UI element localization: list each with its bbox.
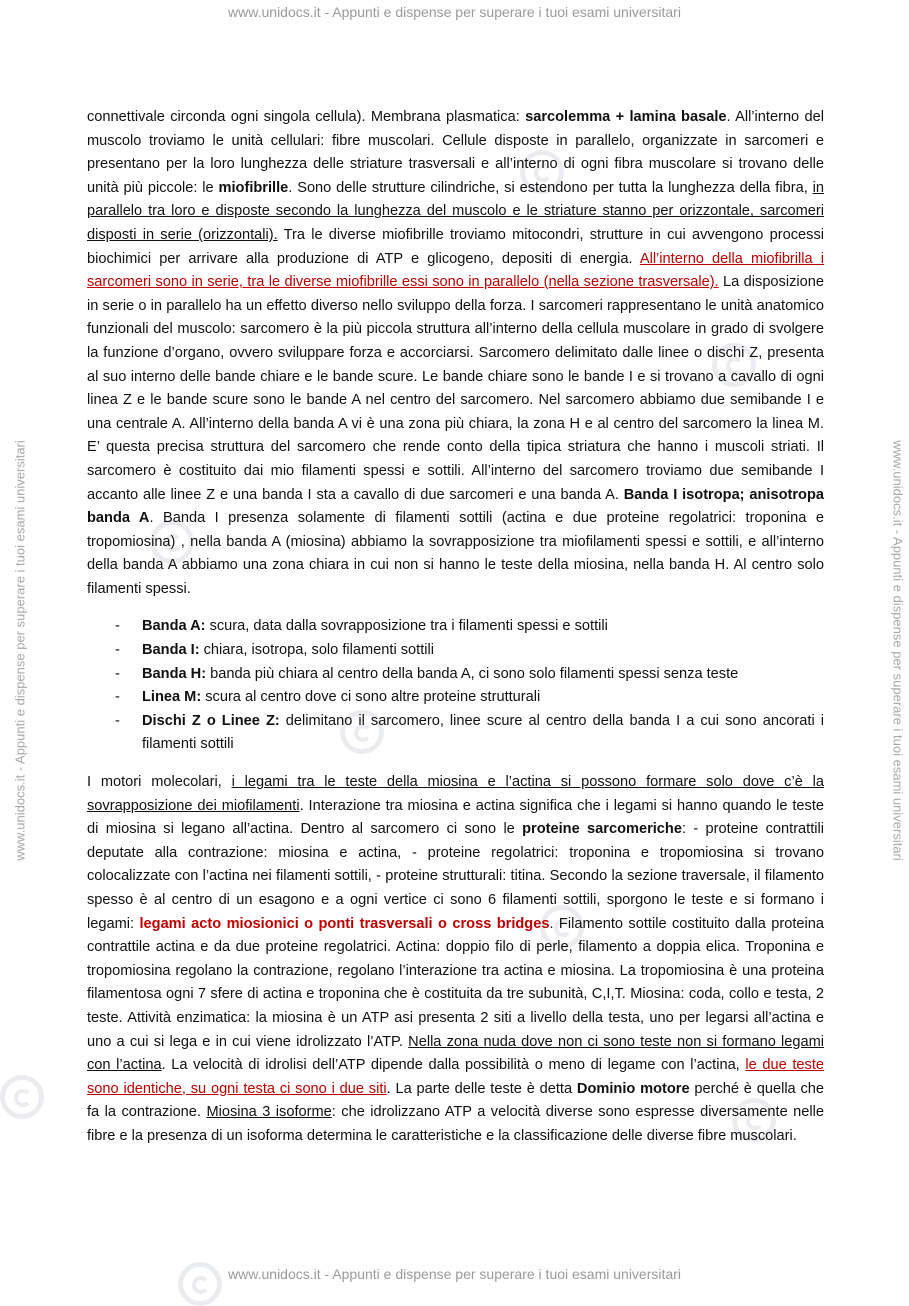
text-run: perché è quella che fa la contrazione. (87, 1080, 825, 1121)
list-term: Banda A: (142, 618, 206, 635)
list-item (87, 615, 824, 639)
list-item (87, 686, 824, 710)
band-list (87, 615, 824, 757)
paragraph-sarcomere (87, 106, 824, 601)
document-body (87, 106, 824, 1149)
watermark-logo-icon (0, 1075, 44, 1119)
list-item (87, 639, 824, 663)
text-run: . Interazione tra miosina e actina significa che i legami si hanno quando le teste di miosina si legano all’actina. Dentro al sarcomero ci sono le (87, 797, 824, 838)
text-run: connettivale circonda ogni singola cellula). Membrana plasmatica: (87, 109, 526, 125)
bold-term: miofibrille (218, 179, 289, 196)
text-run: I motori molecolari, (87, 774, 232, 791)
list-desc: chiara, isotropa, solo filamenti sottili (199, 642, 434, 659)
bold-term: Dominio motore (576, 1080, 690, 1097)
watermark-side-left: www.unidocs.it - Appunti e dispense per superare i tuoi esami universitari (12, 440, 28, 861)
list-item (87, 663, 824, 687)
underlined-text: Nella zona nuda dove non ci sono teste non si formano legami con l’actina (87, 1033, 825, 1074)
list-term: Linea M: (142, 689, 202, 706)
list-item (87, 710, 824, 757)
highlighted-red-text: All’interno della miofibrilla i sarcomeri sono in serie, tra le diverse miofibrille essi sono in parallelo (nella sezione trasversale). (87, 250, 824, 291)
text-run: Tra le diverse miofibrille troviamo mitocondri, strutture in cui avvengono processi biochimici per arrivare alla produzione di ATP e glicogeno, depositi di energia. (87, 226, 824, 267)
list-desc: scura al centro dove ci sono altre proteine strutturali (201, 689, 541, 706)
list-desc: scura, data dalla sovrapposizione tra i filamenti spessi e sottili (205, 618, 608, 635)
text-run: : che idrolizzano ATP a velocità diverse sono espresse diversamente nelle fibre e la presenza di un isoforma determina le caratteristiche e la classificazione delle diverse fibre muscolari. (87, 1104, 824, 1144)
text-run: . All’interno del muscolo troviamo le unità cellulari: fibre muscolari. Cellule disposte in parallelo, organizzate in sarcomeri e presentano per la loro lunghezza delle striature trasversali e all’interno di ogni fibra muscolare si trovano delle unità più piccole: le (87, 109, 824, 196)
text-run: : - proteine contrattili deputate alla contrazione: miosina e actina, - proteine regolatrici: troponina e tropomiosina si trovano colocalizzate con l’actina nei filamenti sottili, - proteine strutturali: titina. Secondo la sezione traversale, il filamento spesso è al centro di un esagono e a ogni vertice ci sono 6 filamenti sottili, sporgono le teste e si formano i legami: (87, 821, 825, 932)
underlined-text: in parallelo tra loro e disposte secondo la lunghezza del muscolo e le striature stanno per orizzontale, sarcomeri disposti in serie (orizzontali). (87, 179, 824, 243)
bold-term: Banda I isotropa; anisotropa banda A (87, 486, 824, 527)
watermark-logo-icon (178, 1262, 222, 1306)
highlighted-red-bold-text: legami acto miosionici o ponti trasversali o cross bridges (139, 915, 550, 932)
list-term: Dischi Z o Linee Z: (142, 712, 280, 729)
list-term: Banda I: (142, 642, 200, 659)
watermark-footer: www.unidocs.it - Appunti e dispense per superare i tuoi esami universitari (228, 1266, 681, 1282)
text-run: . Sono delle strutture cilindriche, si estendono per tutta la lunghezza della fibra, (288, 179, 813, 196)
bold-term: proteine sarcomeriche (522, 821, 682, 838)
text-run: . Banda I presenza solamente di filamenti sottili (actina e due proteine regolatrici: troponina e tropomiosina) , nella banda A (miosina) abbiamo la sovrapposizione tra miofilamenti spessi e sottili, e all’interno della banda A abbiamo una zona chiara in cui non si hanno le teste della miosina, nella banda H. Al centro solo filamenti spessi. (87, 510, 825, 597)
watermark-side-right: www.unidocs.it - Appunti e dispense per superare i tuoi esami universitari (890, 440, 906, 861)
highlighted-red-text: le due teste sono identiche, su ogni testa ci sono i due siti (87, 1057, 824, 1097)
underlined-text: i legami tra le teste della miosina e l’actina si possono formare solo dove c’è la sovrapposizione dei miofilamenti (87, 774, 824, 814)
underlined-text: Miosina 3 isoforme (206, 1104, 332, 1121)
list-desc: delimitano il sarcomero, linee scure al centro della banda I a cui sono ancorati i filamenti sottili (142, 712, 824, 753)
list-desc: banda più chiara al centro della banda A, ci sono solo filamenti spessi senza teste (206, 665, 739, 682)
watermark-header: www.unidocs.it - Appunti e dispense per superare i tuoi esami universitari (228, 4, 681, 20)
list-term: Banda H: (142, 665, 207, 682)
text-run: . La parte delle teste è detta (386, 1080, 577, 1097)
text-run: La disposizione in serie o in parallelo ha un effetto diverso nello sviluppo della forza. I sarcomeri rappresentano le unità anatomico funzionali del muscolo: sarcomero è la più piccola struttura all’interno della cellula muscolare in grado di svolgere la funzione d’organo, ovvero sviluppare forza e accorciarsi. Sarcomero delimitato dalle linee o dischi Z, presenta al suo interno delle bande chiare e le bande scure. Le bande chiare sono le bande I e si trovano a cavallo di ogni linea Z e le bande scure sono le bande A nel centro del sarcomero. Nel sarcomero abbiamo due semibande I e una centrale A. All’interno della banda A vi è una zona più chiara, la zona H e al centro del sarcomero la linea M. E’ questa precisa struttura del sarcomero che rende conto della tipica striatura che hanno i muscoli striati. Il sarcomero è costituito dai mio filamenti spessi e sottili. All’interno del sarcomero troviamo due semibande I accanto alle linee Z e una banda I sta a cavallo di due sarcomeri e una banda A. (87, 274, 824, 503)
text-run: . Filamento sottile costituito dalla proteina contrattile actina e da due proteine regolatrici. Actina: doppio filo di perle, filamento a doppia elica. Troponina e tropomiosina regolano la contrazione, regolano l’interazione tra actina e miosina. La tropomiosina è una proteina filamentosa ogni 7 sfere di actina e troponina che è costituita da tre subunità, C,I,T. Miosina: coda, collo e testa, 2 teste. Attività enzimatica: la miosina è un ATP asi presenta 2 siti a livello della testa, uno per legarsi all’actina e uno a cui si lega e in cui viene idrolizzato l’ATP. (87, 915, 824, 1050)
text-run: . La velocità di idrolisi dell’ATP dipende dalla possibilità o meno di legame con l’actina, (161, 1057, 746, 1074)
bold-term: sarcolemma + lamina basale (525, 109, 727, 125)
paragraph-molecular-motors (87, 771, 824, 1149)
